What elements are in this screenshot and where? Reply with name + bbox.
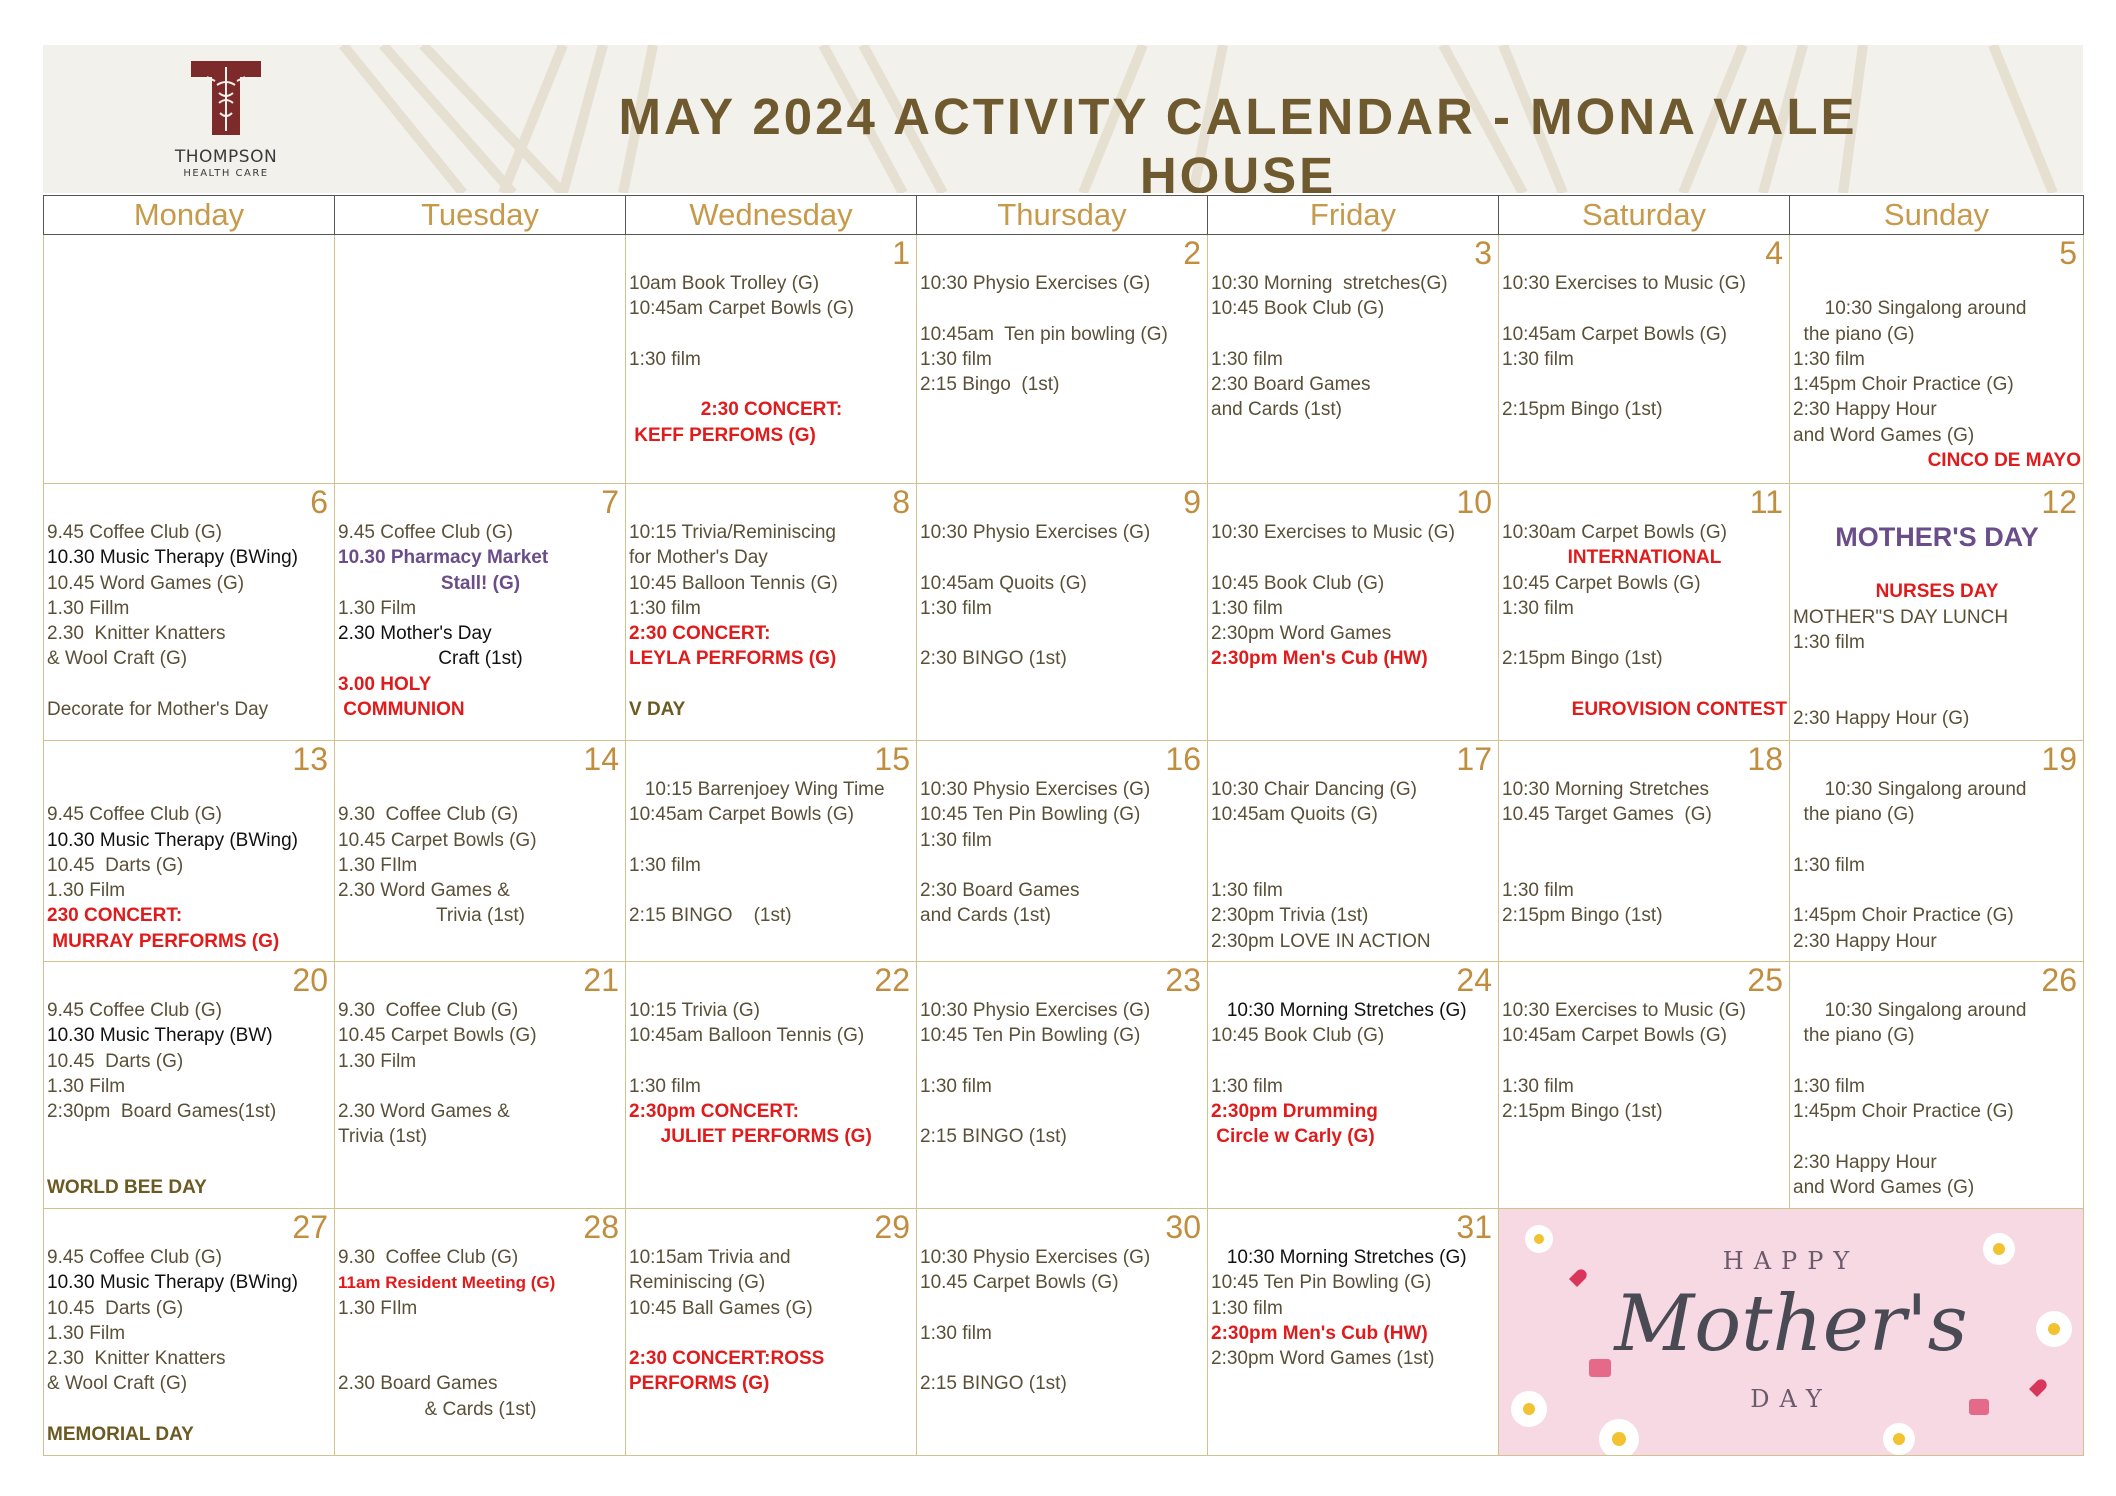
- activity-line: 1:30 film: [1211, 880, 1283, 902]
- day-number: 27: [292, 1209, 328, 1245]
- activity-line: 10.45 Word Games (G): [47, 572, 245, 594]
- activity-line: 2:30 Board Games: [1211, 374, 1371, 396]
- activity-line: [47, 1124, 332, 1149]
- activity-line: 2.30 Word Games &: [338, 1101, 510, 1123]
- day-cell: [44, 235, 335, 484]
- activity-line: 10:45am Quoits (G): [920, 572, 1087, 594]
- day-number: 16: [1165, 741, 1201, 777]
- day-number: 30: [1165, 1209, 1201, 1245]
- activity-line: the piano (G): [1793, 1025, 1915, 1047]
- activity-line: 1:30 film: [629, 1075, 701, 1097]
- activity-line: CINCO DE MAYO: [1927, 450, 2081, 472]
- activity-line: 2:15 BINGO (1st): [920, 1373, 1067, 1395]
- activity-line: [1793, 878, 2081, 903]
- activity-line: [1793, 1124, 2081, 1149]
- activity-line: 10:45am Carpet Bowls (G): [629, 804, 854, 826]
- activity-line: [338, 1321, 623, 1346]
- activity-line: [47, 672, 332, 697]
- weekday-header: Tuesday: [335, 196, 626, 235]
- activity-line: [47, 1150, 332, 1175]
- activity-line: [338, 1346, 623, 1371]
- activity-line: 10:30 Morning Stretches (G): [1211, 1247, 1467, 1268]
- day-number: 28: [583, 1209, 619, 1245]
- activity-line: 10:30am Carpet Bowls (G): [1502, 522, 1727, 543]
- activity-line: V DAY: [629, 699, 686, 721]
- activity-line: 10:45am Carpet Bowls (G): [629, 298, 854, 320]
- activity-line: 2:15pm Bingo (1st): [1502, 648, 1663, 670]
- activity-line: [1793, 1049, 2081, 1074]
- day-number: 5: [2059, 235, 2077, 271]
- day-number: 31: [1456, 1209, 1492, 1245]
- activity-line: PERFORMS (G): [629, 1373, 770, 1395]
- activity-line: [47, 777, 332, 802]
- activity-line: 1:30 film: [1502, 597, 1574, 619]
- activity-line: & Wool Craft (G): [47, 648, 188, 670]
- mothers-day-image-cell: [1499, 1209, 2084, 1456]
- day-number: 10: [1456, 484, 1492, 520]
- activity-line: 2:30pm LOVE IN ACTION: [1211, 930, 1431, 952]
- activity-line: and Word Games (G): [1793, 424, 1975, 446]
- day-cell: [44, 962, 335, 1209]
- activity-line: [1502, 672, 1787, 697]
- activity-line: LEYLA PERFORMS (G): [629, 648, 837, 670]
- day-number: 7: [601, 484, 619, 520]
- activity-line: KEFF PERFOMS (G): [629, 424, 816, 446]
- activity-line: [1211, 828, 1496, 853]
- activity-line: [1793, 554, 2081, 579]
- activity-line: 10.30 Pharmacy Market: [338, 547, 549, 569]
- activity-line: 10:30 Physio Exercises (G): [920, 273, 1151, 294]
- activity-line: [920, 296, 1205, 321]
- activity-line: 10:30 Singalong around: [1793, 1000, 2027, 1021]
- activity-line: 10:30 Physio Exercises (G): [920, 779, 1151, 800]
- activity-line: [629, 372, 914, 397]
- activity-line: JULIET PERFORMS (G): [629, 1126, 872, 1148]
- weekday-header: Friday: [1208, 196, 1499, 235]
- activity-line: 10.45 Darts (G): [47, 854, 184, 876]
- day-number: 4: [1765, 235, 1783, 271]
- day-number: 12: [2041, 484, 2077, 520]
- activity-line: 2:30 Happy Hour: [1793, 399, 1937, 421]
- activity-line: [1502, 1049, 1787, 1074]
- activity-line: 2:30pm Drumming: [1211, 1101, 1378, 1123]
- activity-line: 10:30 Morning stretches(G): [1211, 273, 1448, 294]
- activity-line: [920, 1346, 1205, 1371]
- day-number: 20: [292, 962, 328, 998]
- activity-line: 10:45am Balloon Tennis (G): [629, 1025, 865, 1047]
- activity-line: 1:30 film: [1793, 348, 1865, 370]
- activity-line: for Mother's Day: [629, 547, 768, 569]
- activity-line: 2:30 CONCERT:ROSS: [629, 1348, 825, 1370]
- activity-line: 1.30 Film: [47, 1075, 126, 1097]
- activity-line: [920, 545, 1205, 570]
- activity-line: 2:30pm Word Games (1st): [1211, 1348, 1435, 1370]
- activity-line: Trivia (1st): [338, 1126, 428, 1148]
- activity-line: 2:30pm Word Games: [1211, 623, 1392, 645]
- activity-line: 10:30 Physio Exercises (G): [920, 1247, 1151, 1268]
- activity-line: 10.45 Carpet Bowls (G): [920, 1272, 1119, 1294]
- activity-line: 1:30 film: [1211, 1297, 1283, 1319]
- activity-line: 10:45am Carpet Bowls (G): [1502, 323, 1727, 345]
- day-cell: [1208, 962, 1499, 1209]
- activity-line: 10.30 Music Therapy (BW): [47, 1025, 273, 1047]
- activity-line: 10:45am Ten pin bowling (G): [920, 323, 1168, 345]
- activity-line: [629, 672, 914, 697]
- day-text: DAY: [1750, 1385, 1832, 1413]
- day-number: 29: [874, 1209, 910, 1245]
- activity-line: 1:30 film: [920, 1322, 992, 1344]
- activity-line: 10:45am Quoits (G): [1211, 804, 1378, 826]
- activity-line: & Wool Craft (G): [47, 1373, 188, 1395]
- activity-line: 1:30 film: [1793, 1075, 1865, 1097]
- activity-line: 2:15 BINGO (1st): [629, 905, 792, 927]
- activity-line: 10:45 Book Club (G): [1211, 572, 1385, 594]
- activity-line: Stall! (G): [440, 572, 521, 594]
- week-row: [44, 962, 2084, 1209]
- day-cell: [917, 741, 1208, 962]
- day-number: 25: [1747, 962, 1783, 998]
- activity-line: 1:30 film: [1211, 597, 1283, 619]
- activity-line: 230 CONCERT:: [47, 905, 183, 927]
- activity-line: 2:30 BINGO (1st): [920, 648, 1067, 670]
- activity-line: 10:45 Ten Pin Bowling (G): [1211, 1272, 1432, 1294]
- activity-line: 9.45 Coffee Club (G): [47, 522, 222, 543]
- weekday-header: Monday: [44, 196, 335, 235]
- day-cell: [917, 962, 1208, 1209]
- activity-line: 2:15 Bingo (1st): [920, 374, 1060, 396]
- activity-line: 1:30 film: [1793, 631, 1865, 653]
- week-row: [44, 235, 2084, 484]
- activity-line: Decorate for Mother's Day: [47, 699, 269, 721]
- activity-line: 10.30 Music Therapy (BWing): [47, 1272, 298, 1294]
- day-cell: [1208, 1209, 1499, 1456]
- day-cell: [1499, 962, 1790, 1209]
- activity-line: [920, 1049, 1205, 1074]
- day-cell: [1499, 235, 1790, 484]
- activity-line: [629, 1049, 914, 1074]
- activity-line: 9.45 Coffee Club (G): [47, 804, 222, 826]
- activity-line: [629, 828, 914, 853]
- activity-line: [920, 1099, 1205, 1124]
- activity-line: [629, 878, 914, 903]
- day-number: 26: [2041, 962, 2077, 998]
- activity-line: 1:30 film: [1211, 1075, 1283, 1097]
- activity-line: NURSES DAY: [1875, 581, 1999, 603]
- caduceus-logo-icon: [187, 59, 265, 137]
- day-cell: [1790, 741, 2084, 962]
- day-cell: [335, 484, 626, 741]
- day-cell: [1790, 962, 2084, 1209]
- activity-line: EUROVISION CONTEST: [1571, 699, 1787, 721]
- activity-line: 2:15pm Bingo (1st): [1502, 1101, 1663, 1123]
- activity-line: 2:30 Happy Hour: [1793, 1151, 1937, 1173]
- mothers-day-image: [1499, 1209, 2083, 1455]
- activity-line: 10:45 Book Club (G): [1211, 1025, 1385, 1047]
- page-title: MAY 2024 ACTIVITY CALENDAR - MONA VALE HOUSE: [618, 88, 1858, 193]
- activity-line: 2.30 Knitter Knatters: [47, 1348, 226, 1370]
- activity-line: 10.45 Darts (G): [47, 1050, 184, 1072]
- activity-line: 1:30 film: [629, 597, 701, 619]
- day-number: 17: [1456, 741, 1492, 777]
- activity-line: 2.30 Board Games: [338, 1373, 498, 1395]
- activity-line: 2:15 BINGO (1st): [920, 1126, 1067, 1148]
- activity-line: 10.30 Music Therapy (BWing): [47, 547, 298, 569]
- activity-line: [1211, 853, 1496, 878]
- activity-line: 2.30 Word Games &: [338, 880, 510, 902]
- activity-line: 10:45 Ball Games (G): [629, 1297, 813, 1319]
- activity-line: 10:30 Morning Stretches: [1502, 779, 1710, 800]
- day-number: [338, 235, 623, 271]
- logo-subtitle: HEALTH CARE: [183, 168, 269, 179]
- activity-line: MEMORIAL DAY: [47, 1424, 194, 1446]
- activity-line: the piano (G): [1793, 323, 1915, 345]
- activity-line: 2:30 Happy Hour (G): [1793, 707, 1970, 729]
- day-cell: [44, 484, 335, 741]
- activity-line: 3.00 HOLY: [338, 673, 432, 695]
- activity-line: MURRAY PERFORMS (G): [47, 930, 280, 952]
- activity-line: WORLD BEE DAY: [47, 1177, 207, 1199]
- activity-line: 10:30 Physio Exercises (G): [920, 1000, 1151, 1021]
- activity-line: 10.30 Music Therapy (BWing): [47, 829, 298, 851]
- activity-line: INTERNATIONAL: [1567, 547, 1722, 569]
- activity-line: 1:45pm Choir Practice (G): [1793, 374, 2014, 396]
- weekday-header-row: [44, 196, 2084, 235]
- activity-line: 10:30 Exercises to Music (G): [1211, 522, 1455, 543]
- day-cell: [626, 741, 917, 962]
- activity-line: 1.30 Film: [338, 597, 417, 619]
- day-number: 23: [1165, 962, 1201, 998]
- activity-line: 2.30 Mother's Day: [338, 623, 492, 645]
- activity-line: 2:30pm Board Games(1st): [47, 1101, 277, 1123]
- activity-line: 1.30 FIlm: [338, 1297, 418, 1319]
- activity-line: Trivia (1st): [435, 905, 526, 927]
- day-number: 2: [1183, 235, 1201, 271]
- logo-name: THOMPSON: [174, 147, 278, 167]
- activity-line: 10:30 Morning Stretches (G): [1211, 1000, 1467, 1021]
- activity-line: Circle w Carly (G): [1211, 1126, 1375, 1148]
- activity-line: Reminiscing (G): [629, 1272, 766, 1294]
- activity-line: 1:30 film: [629, 854, 701, 876]
- activity-line: 10:30 Exercises to Music (G): [1502, 1000, 1746, 1021]
- day-number: 8: [892, 484, 910, 520]
- activity-line: 10:45 Carpet Bowls (G): [1502, 572, 1701, 594]
- activity-line: 10.45 Carpet Bowls (G): [338, 1025, 537, 1047]
- day-number: 21: [583, 962, 619, 998]
- day-number: 15: [874, 741, 910, 777]
- day-cell: [44, 741, 335, 962]
- activity-line: 1:45pm Choir Practice (G): [1793, 905, 2014, 927]
- activity-line: 2:30 Board Games: [920, 880, 1080, 902]
- activity-line: [629, 1321, 914, 1346]
- activity-line: COMMUNION: [338, 699, 465, 721]
- day-number: 9: [1183, 484, 1201, 520]
- calendar-grid: [43, 195, 2084, 1456]
- activity-line: 2:30pm Trivia (1st): [1211, 905, 1369, 927]
- activity-line: MOTHER"S DAY LUNCH: [1793, 606, 2009, 628]
- day-cell: [626, 484, 917, 741]
- activity-line: [920, 621, 1205, 646]
- activity-line: 1:30 film: [1211, 348, 1283, 370]
- day-cell: [917, 1209, 1208, 1456]
- day-number: 1: [892, 235, 910, 271]
- activity-line: and Cards (1st): [1211, 399, 1342, 421]
- day-cell: [1499, 484, 1790, 741]
- activity-line: 2:15pm Bingo (1st): [1502, 905, 1663, 927]
- activity-line: [338, 777, 623, 802]
- activity-line: 10.45 Darts (G): [47, 1297, 184, 1319]
- activity-line: [1502, 372, 1787, 397]
- activity-line: 9.45 Coffee Club (G): [338, 522, 513, 543]
- activity-line: 10:30 Singalong around: [1793, 779, 2027, 800]
- day-cell: [1208, 741, 1499, 962]
- activity-line: [1502, 828, 1787, 853]
- activity-line: [1211, 545, 1496, 570]
- day-number: 6: [310, 484, 328, 520]
- day-cell: [917, 484, 1208, 741]
- activity-line: 2:30 CONCERT:: [700, 399, 843, 421]
- day-number: 24: [1456, 962, 1492, 998]
- week-row: [44, 741, 2084, 962]
- activity-line: the piano (G): [1793, 804, 1915, 826]
- activity-line: 2:30pm CONCERT:: [629, 1101, 799, 1123]
- activity-line: 10:30 Chair Dancing (G): [1211, 779, 1417, 800]
- activity-line: 1:30 film: [1502, 1075, 1574, 1097]
- activity-line: Craft (1st): [438, 648, 523, 670]
- activity-line: 10:15 Barrenjoey Wing Time: [629, 779, 885, 800]
- activity-line: and Cards (1st): [920, 905, 1051, 927]
- day-number: [47, 235, 332, 271]
- activity-line: 10:15am Trivia and: [629, 1247, 791, 1268]
- day-cell: [335, 1209, 626, 1456]
- day-cell: [335, 962, 626, 1209]
- activity-line: 10:45 Ten Pin Bowling (G): [920, 804, 1141, 826]
- activity-line: [1502, 296, 1787, 321]
- weekday-header: Wednesday: [626, 196, 917, 235]
- activity-line: MOTHER'S DAY: [1835, 522, 2039, 552]
- activity-line: 10:15 Trivia/Reminiscing: [629, 522, 836, 543]
- mothers-script-text: Mother's: [1614, 1279, 1968, 1369]
- activity-line: 1.30 FIlm: [338, 854, 418, 876]
- activity-line: 10:45am Carpet Bowls (G): [1502, 1025, 1727, 1047]
- day-cell: [917, 235, 1208, 484]
- activity-line: 10.45 Target Games (G): [1502, 804, 1712, 826]
- day-cell: [626, 235, 917, 484]
- day-number: 11: [1749, 484, 1783, 520]
- day-number: 3: [1474, 235, 1492, 271]
- day-cell: [626, 1209, 917, 1456]
- day-number: 19: [2041, 741, 2077, 777]
- activity-line: [47, 1397, 332, 1422]
- day-cell: [335, 741, 626, 962]
- activity-line: [1793, 655, 2081, 680]
- activity-line: 10am Book Trolley (G): [629, 273, 820, 294]
- day-cell: [335, 235, 626, 484]
- activity-line: 2:30pm Men's Cub (HW): [1211, 648, 1428, 670]
- activity-line: [1211, 1049, 1496, 1074]
- activity-line: [1502, 853, 1787, 878]
- week-row: [44, 1209, 2084, 1456]
- activity-line: 2.30 Knitter Knatters: [47, 623, 226, 645]
- activity-line: [1793, 680, 2081, 705]
- weekday-header: Sunday: [1790, 196, 2084, 235]
- activity-line: 10:45 Balloon Tennis (G): [629, 572, 838, 594]
- activity-line: 1:45pm Choir Practice (G): [1793, 1101, 2014, 1123]
- activity-line: 1:30 film: [1793, 854, 1865, 876]
- activity-line: [920, 1296, 1205, 1321]
- weekday-header: Saturday: [1499, 196, 1790, 235]
- activity-line: 10:45 Book Club (G): [1211, 298, 1385, 320]
- happy-text: HAPPY: [1722, 1247, 1860, 1275]
- activity-line: 10.45 Carpet Bowls (G): [338, 829, 537, 851]
- day-cell: [1208, 484, 1499, 741]
- activity-line: 1.30 Film: [47, 1322, 126, 1344]
- activity-line: 1.30 Film: [47, 880, 126, 902]
- activity-line: 10:30 Exercises to Music (G): [1502, 273, 1746, 294]
- activity-line: 2:30 CONCERT:: [629, 623, 771, 645]
- activity-line: [1211, 322, 1496, 347]
- activity-line: 10:30 Physio Exercises (G): [920, 522, 1151, 543]
- day-cell: [1499, 741, 1790, 962]
- activity-line: [629, 322, 914, 347]
- activity-line: 1:30 film: [920, 597, 992, 619]
- day-number: 18: [1747, 741, 1783, 777]
- activity-line: 1.30 Film: [338, 1050, 417, 1072]
- activity-line: 10:15 Trivia (G): [629, 1000, 760, 1021]
- day-number: 22: [874, 962, 910, 998]
- activity-line: 10:45 Ten Pin Bowling (G): [920, 1025, 1141, 1047]
- activity-line: [1793, 828, 2081, 853]
- weekday-header: Thursday: [917, 196, 1208, 235]
- header-banner: [43, 45, 2083, 193]
- week-row: [44, 484, 2084, 741]
- activity-line: 1:30 film: [920, 829, 992, 851]
- activity-line: 2:30pm Men's Cub (HW): [1211, 1322, 1428, 1344]
- day-cell: [44, 1209, 335, 1456]
- activity-line: 9.30 Coffee Club (G): [338, 804, 519, 826]
- activity-line: 1:30 film: [629, 348, 701, 370]
- activity-line: [1502, 621, 1787, 646]
- activity-line: [1793, 271, 2081, 296]
- activity-line: 9.30 Coffee Club (G): [338, 1247, 519, 1268]
- thompson-logo: [151, 59, 301, 189]
- activity-line: 10:30 Singalong around: [1793, 298, 2027, 320]
- activity-line: 2:15pm Bingo (1st): [1502, 399, 1663, 421]
- activity-line: 1:30 film: [1502, 880, 1574, 902]
- day-cell: [626, 962, 917, 1209]
- activity-line: 9.45 Coffee Club (G): [47, 1247, 222, 1268]
- activity-line: 9.30 Coffee Club (G): [338, 1000, 519, 1021]
- activity-line: 1:30 film: [1502, 348, 1574, 370]
- activity-line: 1.30 Fillm: [47, 597, 130, 619]
- day-cell: [1208, 235, 1499, 484]
- day-cell: [1790, 484, 2084, 741]
- activity-line: [338, 1074, 623, 1099]
- activity-line: 9.45 Coffee Club (G): [47, 1000, 222, 1021]
- activity-line: 1:30 film: [920, 348, 992, 370]
- activity-line: 11am Resident Meeting (G): [338, 1273, 556, 1293]
- day-cell: [1790, 235, 2084, 484]
- activity-line: & Cards (1st): [424, 1398, 537, 1420]
- activity-line: [920, 853, 1205, 878]
- activity-line: 1:30 film: [920, 1075, 992, 1097]
- activity-line: 2:30 Happy Hour: [1793, 930, 1937, 952]
- day-number: 13: [292, 741, 328, 777]
- day-number: 14: [583, 741, 619, 777]
- activity-line: and Word Games (G): [1793, 1177, 1975, 1199]
